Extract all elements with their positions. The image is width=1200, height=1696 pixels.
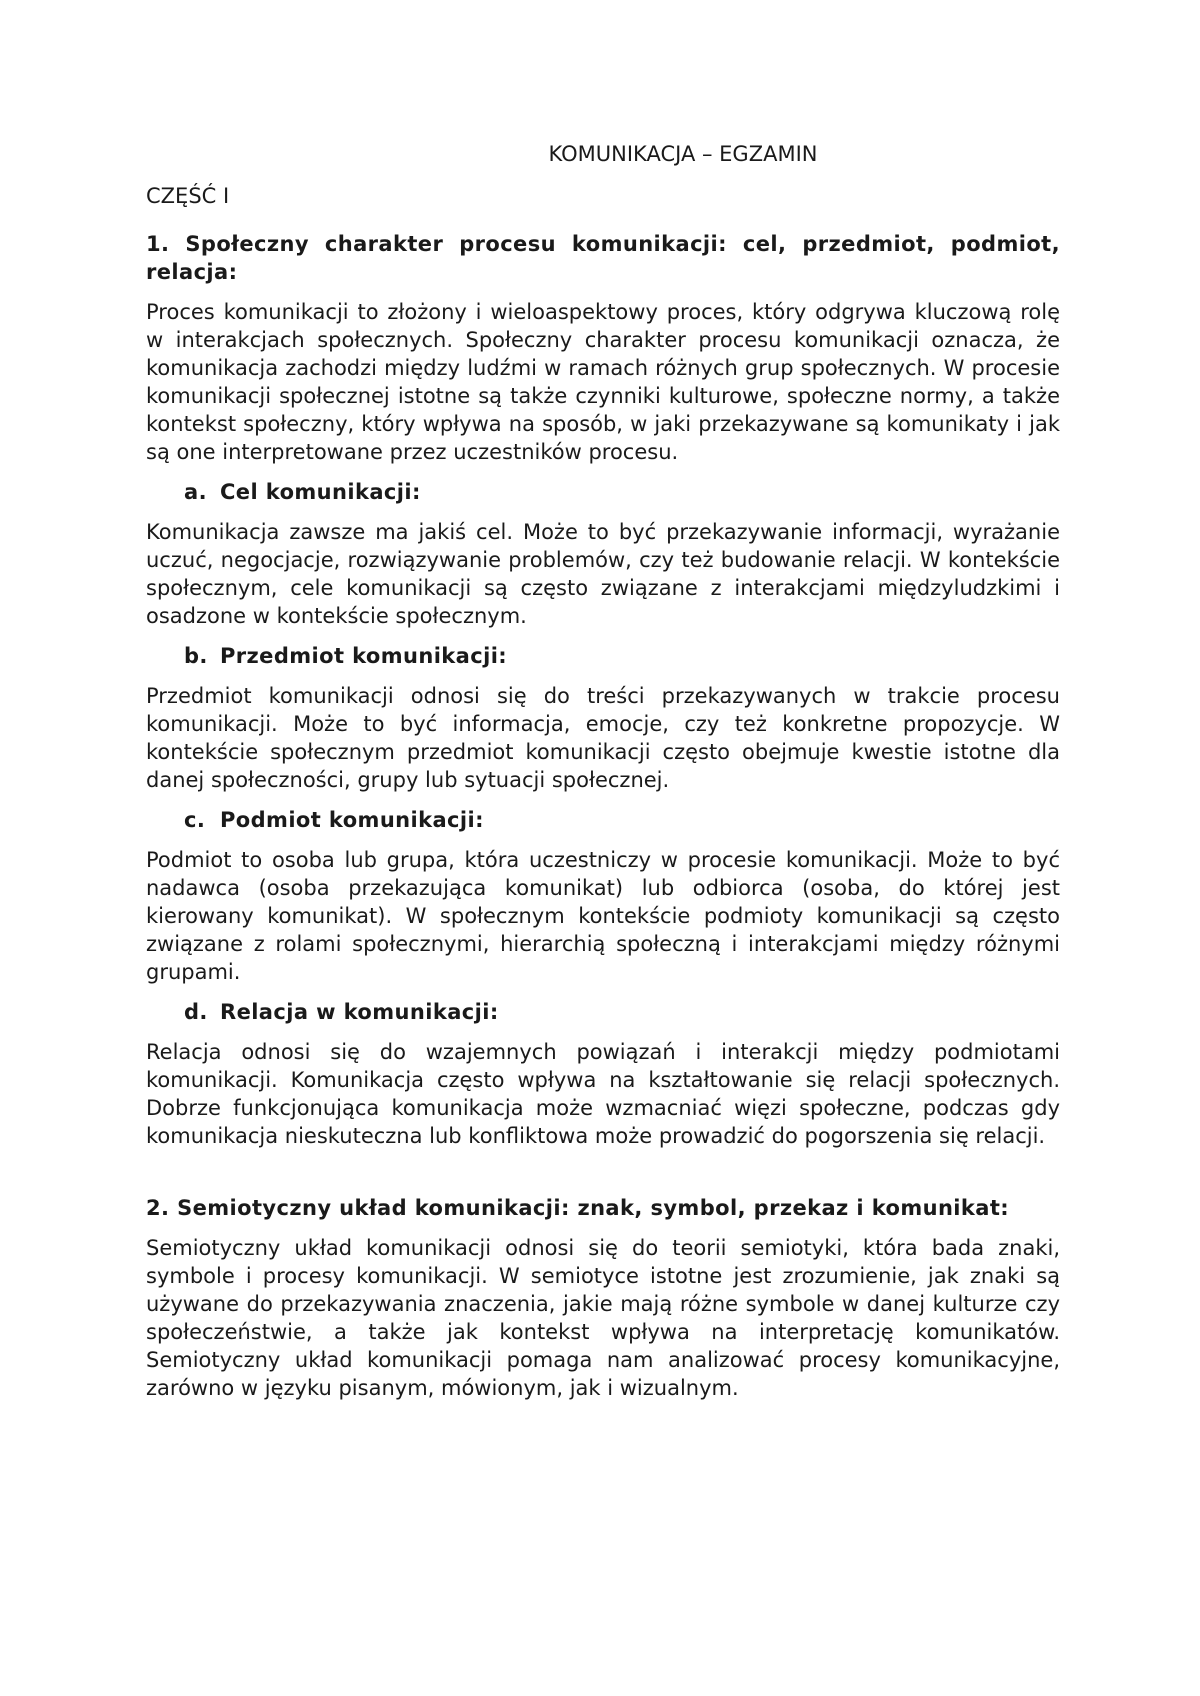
subsection-letter: c.	[184, 808, 206, 832]
subsection-title: Cel komunikacji:	[220, 480, 421, 504]
subsection-heading-relacja	[184, 998, 1060, 1026]
part-label: CZĘŚĆ I	[146, 184, 230, 208]
subsection-title: Relacja w komunikacji:	[220, 1000, 499, 1024]
subsection-title: Podmiot komunikacji:	[220, 808, 484, 832]
section-2-text: Semiotyczny układ komunikacji odnosi się do teorii semiotyki, która bada znaki, symbole i procesy komunikacji. W semiotyce istotne jest zrozumienie, jak znaki są używane do przekazywania znaczenia, jakie mają różne symbole w danej kulturze czy społeczeństwie, a także jak kontekst wpływa na interpretację komunikatów. Semiotyczny układ komunikacji pomaga nam analizować procesy komunikacyjne, zarówno w języku pisanym, mówionym, jak i wizualnym.	[146, 1236, 1060, 1400]
subsection-text-relacja: Relacja odnosi się do wzajemnych powiązań i interakcji między podmiotami komunikacji. Komunikacja często wpływa na kształtowanie się relacji społecznych. Dobrze funkcjonująca komunikacja może wzmacniać więzi społeczne, podczas gdy komunikacja nieskuteczna lub konfliktowa może prowadzić do pogorszenia się relacji.	[146, 1040, 1060, 1148]
subsection-letter: d.	[184, 1000, 208, 1024]
section-2-heading: 2. Semiotyczny układ komunikacji: znak, symbol, przekaz i komunikat:	[146, 1196, 1010, 1220]
document-body	[146, 140, 1060, 1402]
subsection-heading-cel	[184, 478, 1060, 506]
document-title: KOMUNIKACJA – EGZAMIN	[548, 142, 818, 166]
section-1-heading: 1. Społeczny charakter procesu komunikacji: cel, przedmiot, podmiot, relacja:	[146, 232, 1060, 284]
subsection-heading-podmiot	[184, 806, 1060, 834]
subsection-letter: b.	[184, 644, 208, 668]
subsection-text-podmiot: Podmiot to osoba lub grupa, która uczestniczy w procesie komunikacji. Może to być nadawca (osoba przekazująca komunikat) lub odbiorca (osoba, do której jest kierowany komunikat). W społecznym kontekście podmioty komunikacji są często związane z rolami społecznymi, hierarchią społeczną i interakcjami między różnymi grupami.	[146, 848, 1060, 984]
subsection-text-przedmiot: Przedmiot komunikacji odnosi się do treści przekazywanych w trakcie procesu komunikacji. Może to być informacja, emocje, czy też konkretne propozycje. W kontekście społecznym przedmiot komunikacji często obejmuje kwestie istotne dla danej społeczności, grupy lub sytuacji społecznej.	[146, 684, 1060, 792]
subsection-title: Przedmiot komunikacji:	[220, 644, 508, 668]
section-1-intro: Proces komunikacji to złożony i wieloaspektowy proces, który odgrywa kluczową rolę w interakcjach społecznych. Społeczny charakter procesu komunikacji oznacza, że komunikacja zachodzi między ludźmi w ramach różnych grup społecznych. W procesie komunikacji społecznej istotne są także czynniki kulturowe, społeczne normy, a także kontekst społeczny, który wpływa na sposób, w jaki przekazywane są komunikaty i jak są one interpretowane przez uczestników procesu.	[146, 300, 1060, 464]
subsection-heading-przedmiot	[184, 642, 1060, 670]
subsection-letter: a.	[184, 480, 207, 504]
subsection-text-cel: Komunikacja zawsze ma jakiś cel. Może to być przekazywanie informacji, wyrażanie uczuć, negocjacje, rozwiązywanie problemów, czy też budowanie relacji. W kontekście społecznym, cele komunikacji są często związane z interakcjami międzyludzkimi i osadzone w kontekście społecznym.	[146, 520, 1060, 628]
